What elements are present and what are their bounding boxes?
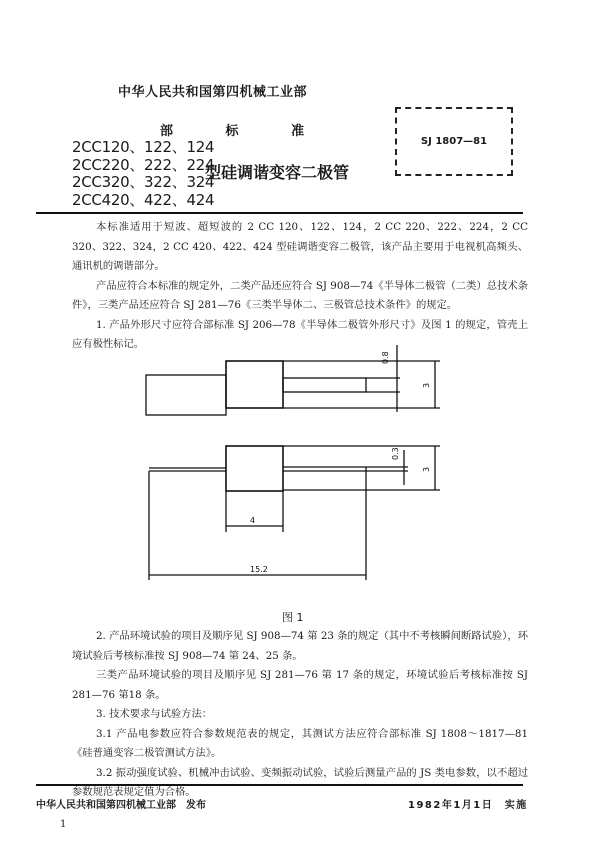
standard-type-char: 标 xyxy=(225,124,239,139)
paragraph: 3. 技术要求与试验方法： xyxy=(96,708,213,720)
standard-type-heading xyxy=(160,120,332,139)
model-line: 2CC220、222、224 xyxy=(72,155,215,174)
dim-label: 4 xyxy=(250,516,256,525)
paragraph: 3.2 振动强度试验、机械冲击试验、变频振动试验，试验后测量产品的 JS 类电参数，以不超过参数规范表规定值为合格。 xyxy=(72,766,528,798)
paragraph: 2. 产品环境试验的项目及顺序见 SJ 908—74 第 23 条的规定（其中不考核瞬间断路试验），环境试验后考核标准按 SJ 908—74 第 24、25 条。 xyxy=(72,630,528,662)
effective-date: 1982年1月1日 实施 xyxy=(408,800,528,811)
publisher: 中华人民共和国第四机械工业部 发布 xyxy=(36,800,206,811)
standard-code-box xyxy=(395,107,513,176)
paragraph: 三类产品环境试验的项目及顺序见 SJ 281—76 第 17 条的规定，环境试验后考核标准按 SJ 281—76 第18 条。 xyxy=(72,669,528,701)
paragraph: 1. 产品外形尺寸应符合部标准 SJ 206—78《半导体二极管外形尺寸》及图 1 的规定，管壳上应有极性标记。 xyxy=(72,318,528,350)
paragraph: 产品应符合本标准的规定外，二类产品还应符合 SJ 908—74《半导体二极管（二类）总技术条件》，三类产品还应符合 SJ 281—76《三类半导体二、三极管总技术条件》的规定。 xyxy=(72,279,528,311)
dim-label: 3 xyxy=(422,382,431,388)
paragraph: 3.1 产品电参数应符合参数规范表的规定，其测试方法应符合部标准 SJ 1808～1817—81《硅普通变容二极管测试方法》。 xyxy=(72,727,528,759)
model-line: 2CC320、322、324 xyxy=(72,173,215,191)
model-list xyxy=(72,139,214,209)
dim-label: 15.2 xyxy=(250,565,268,574)
dim-label: 0.3 xyxy=(391,447,400,460)
standard-type-char: 部 xyxy=(160,124,174,139)
page-number: 1 xyxy=(60,819,67,830)
dim-label: 0.8 xyxy=(381,351,390,364)
figure-caption: 图 1 xyxy=(282,611,304,624)
standard-code: SJ 1807—81 xyxy=(420,136,488,147)
footer-divider xyxy=(36,784,523,786)
model-line: 2CC420、422、424 xyxy=(72,190,215,209)
header-divider xyxy=(36,212,523,214)
product-name: 型硅调谐变容二极管 xyxy=(205,163,350,182)
dim-label: 3 xyxy=(422,466,431,472)
ministry-title: 中华人民共和国第四机械工业部 xyxy=(118,85,308,100)
requirements-section xyxy=(72,627,528,803)
paragraph: 本标准适用于短波、超短波的 2 CC 120、122、124，2 CC 220、222、224，2 CC 320、322、324，2 CC 420、422、424 型硅调谐变容二极管，该产品主要用于电视机高频头、通讯机的调谐部分。 xyxy=(72,221,528,272)
model-line: 2CC120、122、124 xyxy=(72,138,215,156)
standard-type-char: 准 xyxy=(291,124,305,139)
intro-section xyxy=(72,218,528,355)
diode-outline-drawing xyxy=(130,340,460,605)
